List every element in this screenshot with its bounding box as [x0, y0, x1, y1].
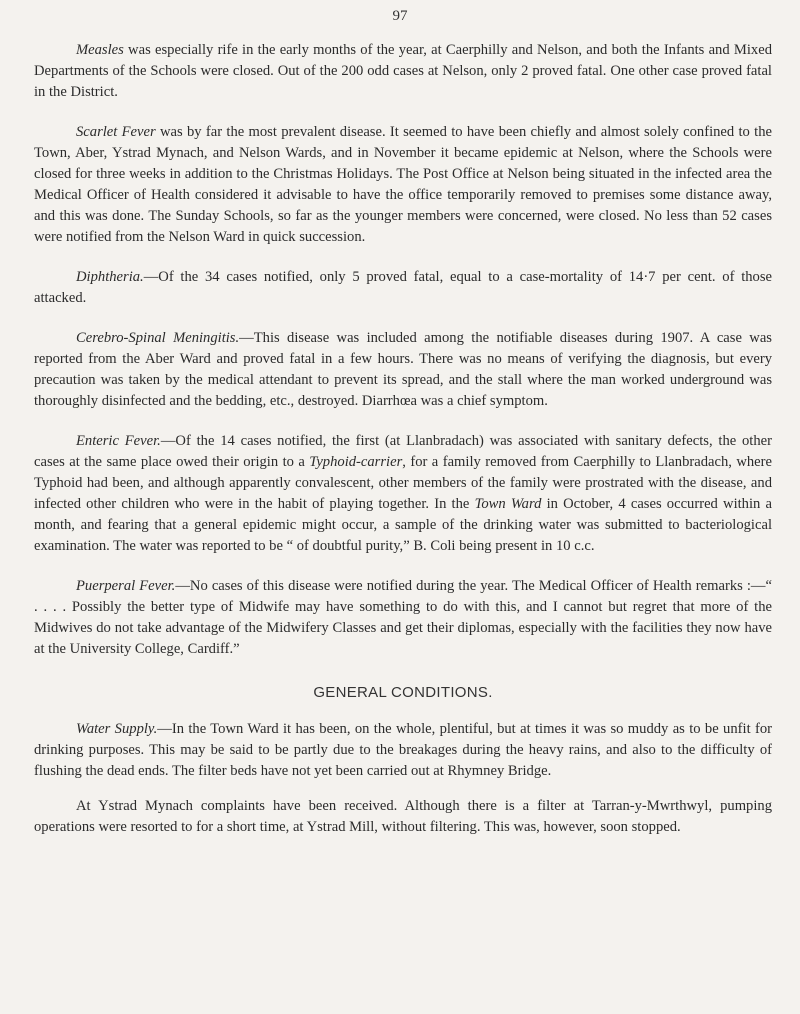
topic-heading: Cerebro-Spinal Meningitis. — [76, 330, 240, 346]
paragraph-measles — [34, 40, 772, 103]
document-body — [34, 40, 772, 857]
paragraph-enteric-fever — [34, 431, 772, 557]
paragraph-text: —This disease was included among the notifiable diseases during 1907. A case was reported from the Aber Ward and proved fatal in a few hours. There was no means of verifying the diagnosis, but every precaution was taken by the medical attendant to prevent its spread, and the stall where the man worked underground was thoroughly disinfected and the bedding, etc., destroyed. Diarrhœa was a chief symptom. — [34, 330, 772, 409]
topic-heading: Measles — [76, 42, 124, 58]
emphasis-text: Typhoid-carrier — [309, 454, 403, 470]
paragraph-text: was especially rife in the early months of the year, at Caerphilly and Nelson, and both the Infants and Mixed Departments of the Schools were closed. Out of the 200 odd cases at Nelson, only 2 proved fatal. One other case proved fatal in the District. — [34, 42, 772, 100]
page-number: 97 — [392, 8, 408, 24]
paragraph-text: —No cases of this disease were notified during the year. The Medical Officer of Health remarks :—“ . . . . Possibly the better type of Midwife may have something to do with this, and I cannot but regret that more of the Midwives do not take advantage of the Midwifery Classes and get their diplomas, especially with the facilities they now have at the University College, Cardiff.” — [34, 578, 772, 657]
paragraph-scarlet-fever — [34, 122, 772, 248]
topic-heading: Diphtheria. — [76, 269, 144, 285]
paragraph-text: , for a family removed from Caerphilly to Llanbradach, where Typhoid had been, and although apparently convalescent, other members of the family were prostrated with the disease, and infected other children who were in the habit of playing together. In the — [34, 454, 772, 512]
topic-heading: Enteric Fever. — [76, 433, 161, 449]
paragraph-text: —Of the 34 cases notified, only 5 proved fatal, equal to a case-mortality of 14·7 per cent. of those attacked. — [34, 269, 772, 306]
paragraph-text: was by far the most prevalent disease. It seemed to have been chiefly and almost solely confined to the Town, Aber, Ystrad Mynach, and Nelson Wards, and in November it became epidemic at Nelson, where the Schools were closed for three weeks in addition to the Christmas Holidays. The Post Office at Nelson being situated in the infected area the Medical Officer of Health considered it advisable to have the office temporarily removed to premises some distance away, and this was done. The Sunday Schools, so far as the younger members were concerned, were closed. No less than 52 cases were notified from the Nelson Ward in quick succession. — [34, 124, 772, 245]
paragraph-water-supply — [34, 719, 772, 782]
paragraph-ystrad-mynach — [34, 796, 772, 838]
topic-heading: Scarlet Fever — [76, 124, 156, 140]
paragraph-meningitis — [34, 328, 772, 412]
emphasis-text: Town Ward — [474, 496, 542, 512]
paragraph-diphtheria — [34, 267, 772, 309]
paragraph-text: —Of the 14 cases notified, the first (at Llanbradach) was associated with sanitary defects, the other cases at the same place owed their origin to a — [34, 433, 772, 470]
paragraph-text: in October, 4 cases occurred within a month, and fearing that a general epidemic might occur, a sample of the drinking water was submitted to bacteriological examination. The water was reported to be “ of doubtful purity,” B. Coli being present in 10 c.c. — [34, 496, 772, 554]
paragraph-puerperal-fever — [34, 576, 772, 660]
paragraph-text: —In the Town Ward it has been, on the whole, plentiful, but at times it was so muddy as to be unfit for drinking purposes. This may be said to be partly due to the breakages during the heavy rains, and also to the difficulty of flushing the dead ends. The filter beds have not yet been carried out at Rhymney Bridge. — [34, 721, 772, 779]
paragraph-text: At Ystrad Mynach complaints have been received. Although there is a filter at Tarran-y-Mwrthwyl, pumping operations were resorted to for a short time, at Ystrad Mill, without filtering. This was, however, soon stopped. — [34, 798, 772, 835]
topic-heading: Water Supply. — [76, 721, 158, 737]
topic-heading: Puerperal Fever. — [76, 578, 176, 594]
section-heading: GENERAL CONDITIONS. — [313, 684, 493, 701]
